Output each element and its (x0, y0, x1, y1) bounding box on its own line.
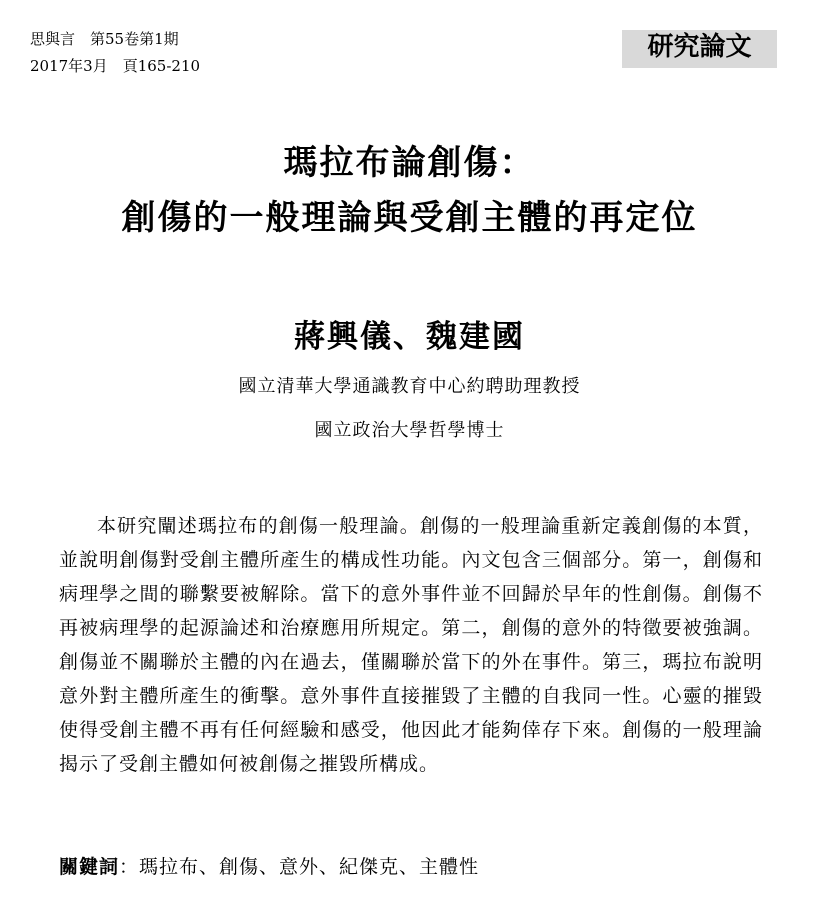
paper-title-line-1: 瑪拉布論創傷： (283, 143, 536, 183)
author-names: 蔣興儀、魏建國 (294, 319, 525, 355)
journal-volume-line: 思與言 第55卷第1期 (30, 30, 179, 48)
abstract-text: 本研究闡述瑪拉布的創傷一般理論。創傷的一般理論重新定義創傷的本質，並說明創傷對受創主體所產生的構成性功能。內文包含三個部分。第一，創傷和病理學之間的聯繫要被解除。當下的意外事件並不回歸於早年的性創傷。創傷不再被病理學的起源論述和治療應用所規定。第二，創傷的意外的特徵要被強調。創傷並不關聯於主體的內在過去，僅關聯於當下的外在事件。第三，瑪拉布說明意外對主體所產生的衝擊。意外事件直接摧毀了主體的自我同一性。心靈的摧毀使得受創主體不再有任何經驗和感受，他因此才能夠倖存下來。創傷的一般理論揭示了受創主體如何被創傷之摧毀所構成。 (59, 515, 763, 775)
section-label: 研究論文 (622, 30, 777, 68)
keywords-label: 關鍵詞 (59, 856, 120, 878)
journal-date-pages-line: 2017年3月 頁165-210 (30, 57, 201, 75)
paper-title (0, 136, 819, 246)
keywords (59, 850, 763, 884)
keywords-list: 瑪拉布、創傷、意外、紀傑克、主體性 (139, 856, 480, 878)
paper-title-line-2: 創傷的一般理論與受創主體的再定位 (121, 198, 698, 238)
keywords-separator: ： (119, 856, 140, 878)
affiliation-2: 國立政治大學哲學博士 (314, 420, 505, 441)
journal-info (30, 26, 200, 80)
affiliation-1: 國立清華大學通識教育中心約聘助理教授 (238, 376, 581, 397)
